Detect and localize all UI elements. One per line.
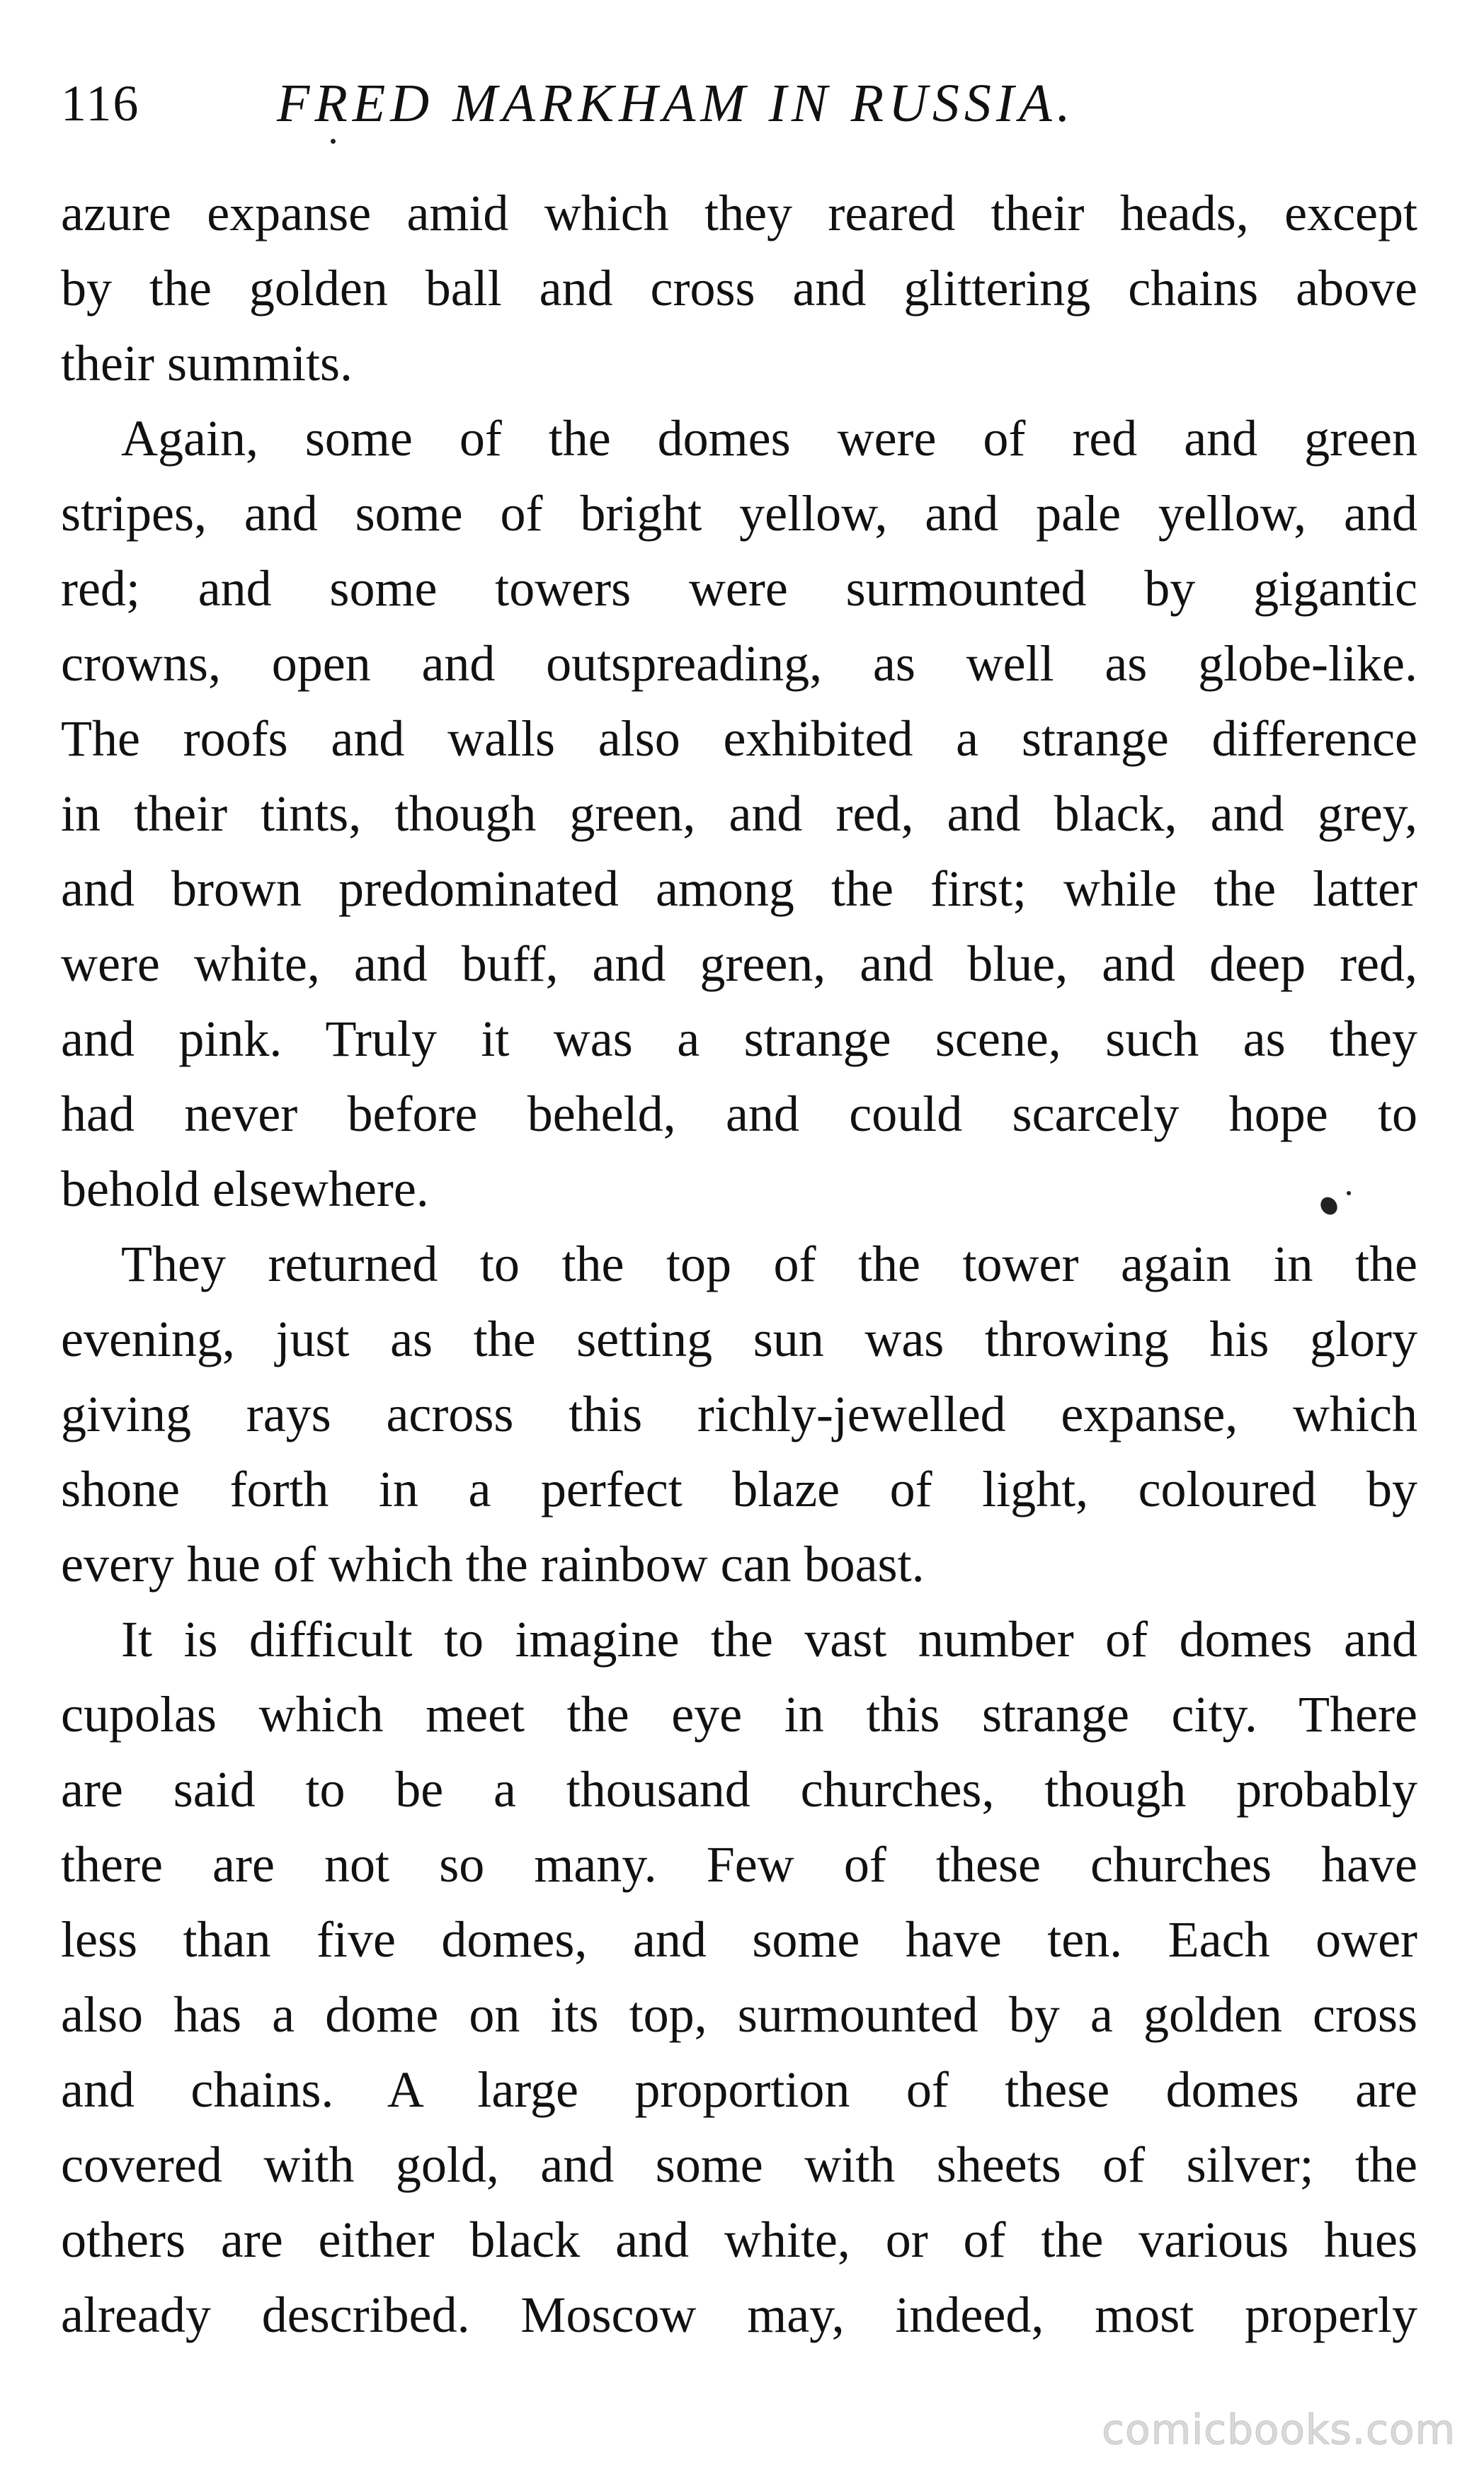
text-line: shone forth in a perfect blaze of light, coloured by — [61, 1461, 1417, 1517]
book-title: FRED MARKHAM IN RUSSIA. — [277, 74, 1075, 133]
text-line: Again, some of the domes were of red and green — [121, 410, 1417, 467]
text-line: behold elsewhere. — [61, 1161, 429, 1217]
paragraph — [61, 1226, 1417, 1602]
text-line: red; and some towers were surmounted by gigantic — [61, 560, 1417, 617]
page-number: 116 — [61, 75, 140, 132]
text-line: had never before beheld, and could scarcely hope to — [61, 1086, 1417, 1142]
text-line: already described. Moscow may, indeed, most properly — [61, 2287, 1417, 2343]
text-line: They returned to the top of the tower again in the — [121, 1236, 1417, 1292]
paragraph — [61, 401, 1417, 1226]
text-line: and pink. Truly it was a strange scene, such as they — [61, 1010, 1417, 1067]
text-line: giving rays across this richly-jewelled expanse, which — [61, 1386, 1417, 1442]
text-line: also has a dome on its top, surmounted by a golden cross — [61, 1986, 1417, 2043]
watermark: comicbooks.com — [1102, 2405, 1456, 2454]
body-text — [61, 176, 1417, 2352]
text-line: by the golden ball and cross and glittering chains above — [61, 260, 1417, 317]
ink-speck — [331, 139, 336, 144]
text-line: are said to be a thousand churches, though probably — [61, 1761, 1417, 1818]
paragraph — [61, 1602, 1417, 2352]
text-line: and brown predominated among the first; while the latter — [61, 860, 1417, 917]
ink-speck — [1347, 1191, 1351, 1195]
running-head — [61, 68, 1417, 139]
text-line: stripes, and some of bright yellow, and pale yellow, and — [61, 485, 1417, 542]
text-line: covered with gold, and some with sheets of silver; the — [61, 2136, 1417, 2193]
text-line: It is difficult to imagine the vast number of domes and — [121, 1611, 1417, 1668]
text-line: cupolas which meet the eye in this strange city. There — [61, 1686, 1417, 1743]
text-line: crowns, open and outspreading, as well as globe-like. — [61, 635, 1417, 692]
text-line: every hue of which the rainbow can boast. — [61, 1536, 925, 1593]
text-line: there are not so many. Few of these churches have — [61, 1836, 1417, 1893]
text-line: their summits. — [61, 335, 353, 392]
text-line: others are either black and white, or of the various hues — [61, 2211, 1417, 2268]
text-line: less than five domes, and some have ten. Each ower — [61, 1911, 1417, 1968]
text-line: were white, and buff, and green, and blue, and deep red, — [61, 935, 1417, 992]
text-line: The roofs and walls also exhibited a strange difference — [61, 710, 1417, 767]
text-line: in their tints, though green, and red, and black, and grey, — [61, 785, 1417, 842]
paragraph — [61, 176, 1417, 401]
text-line: azure expanse amid which they reared their heads, except — [61, 185, 1417, 241]
text-line: evening, just as the setting sun was throwing his glory — [61, 1311, 1417, 1367]
text-line: and chains. A large proportion of these domes are — [61, 2061, 1417, 2118]
